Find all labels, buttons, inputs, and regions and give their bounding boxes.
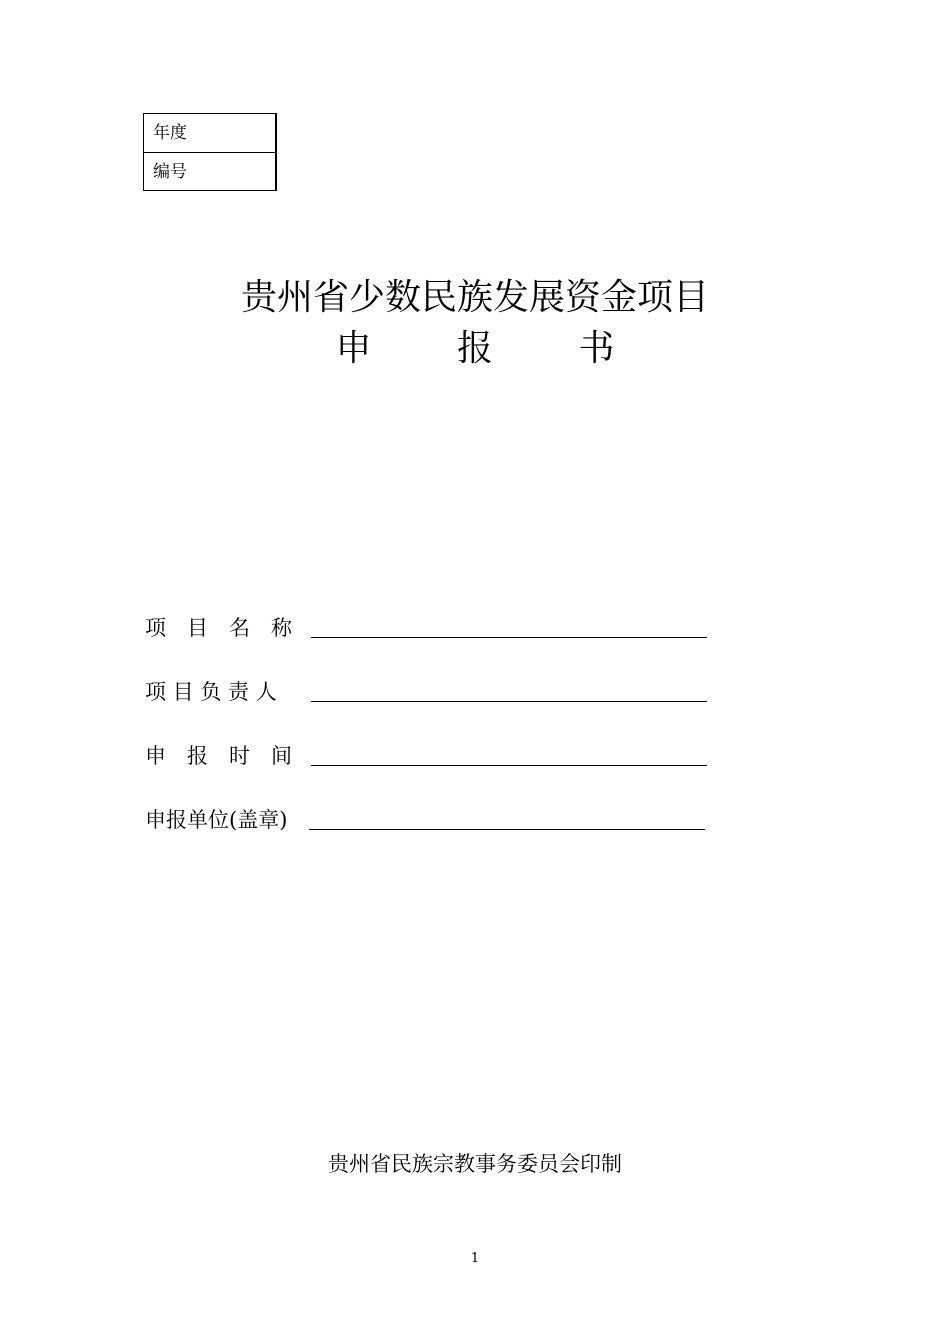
- field-application-date: [145, 740, 707, 770]
- field-label: 申报单位(盖章): [145, 808, 288, 832]
- year-number-box: [143, 113, 277, 191]
- field-applicant-unit: [145, 804, 705, 834]
- field-label: 项 目 名 称: [145, 616, 292, 640]
- field-label: 项 目 负 责 人: [145, 680, 277, 704]
- fill-in-line[interactable]: [309, 805, 705, 830]
- year-label: 年度: [153, 123, 187, 143]
- field-project-name: [145, 612, 707, 642]
- fill-in-line[interactable]: [311, 613, 707, 638]
- document-title: 贵州省少数民族发展资金项目: [240, 277, 709, 318]
- subtitle-char: 申: [335, 328, 372, 369]
- field-label: 申 报 时 间: [145, 744, 292, 768]
- fill-in-line[interactable]: [311, 677, 707, 702]
- subtitle-char: 书: [578, 328, 615, 369]
- field-project-leader: [145, 676, 707, 706]
- subtitle-char: 报: [456, 328, 493, 369]
- page-number: 1: [470, 1251, 480, 1266]
- issuer-text: 贵州省民族宗教事务委员会印制: [328, 1152, 622, 1176]
- document-subtitle: [0, 327, 950, 371]
- number-label: 编号: [144, 152, 275, 190]
- fill-in-line[interactable]: [311, 741, 707, 766]
